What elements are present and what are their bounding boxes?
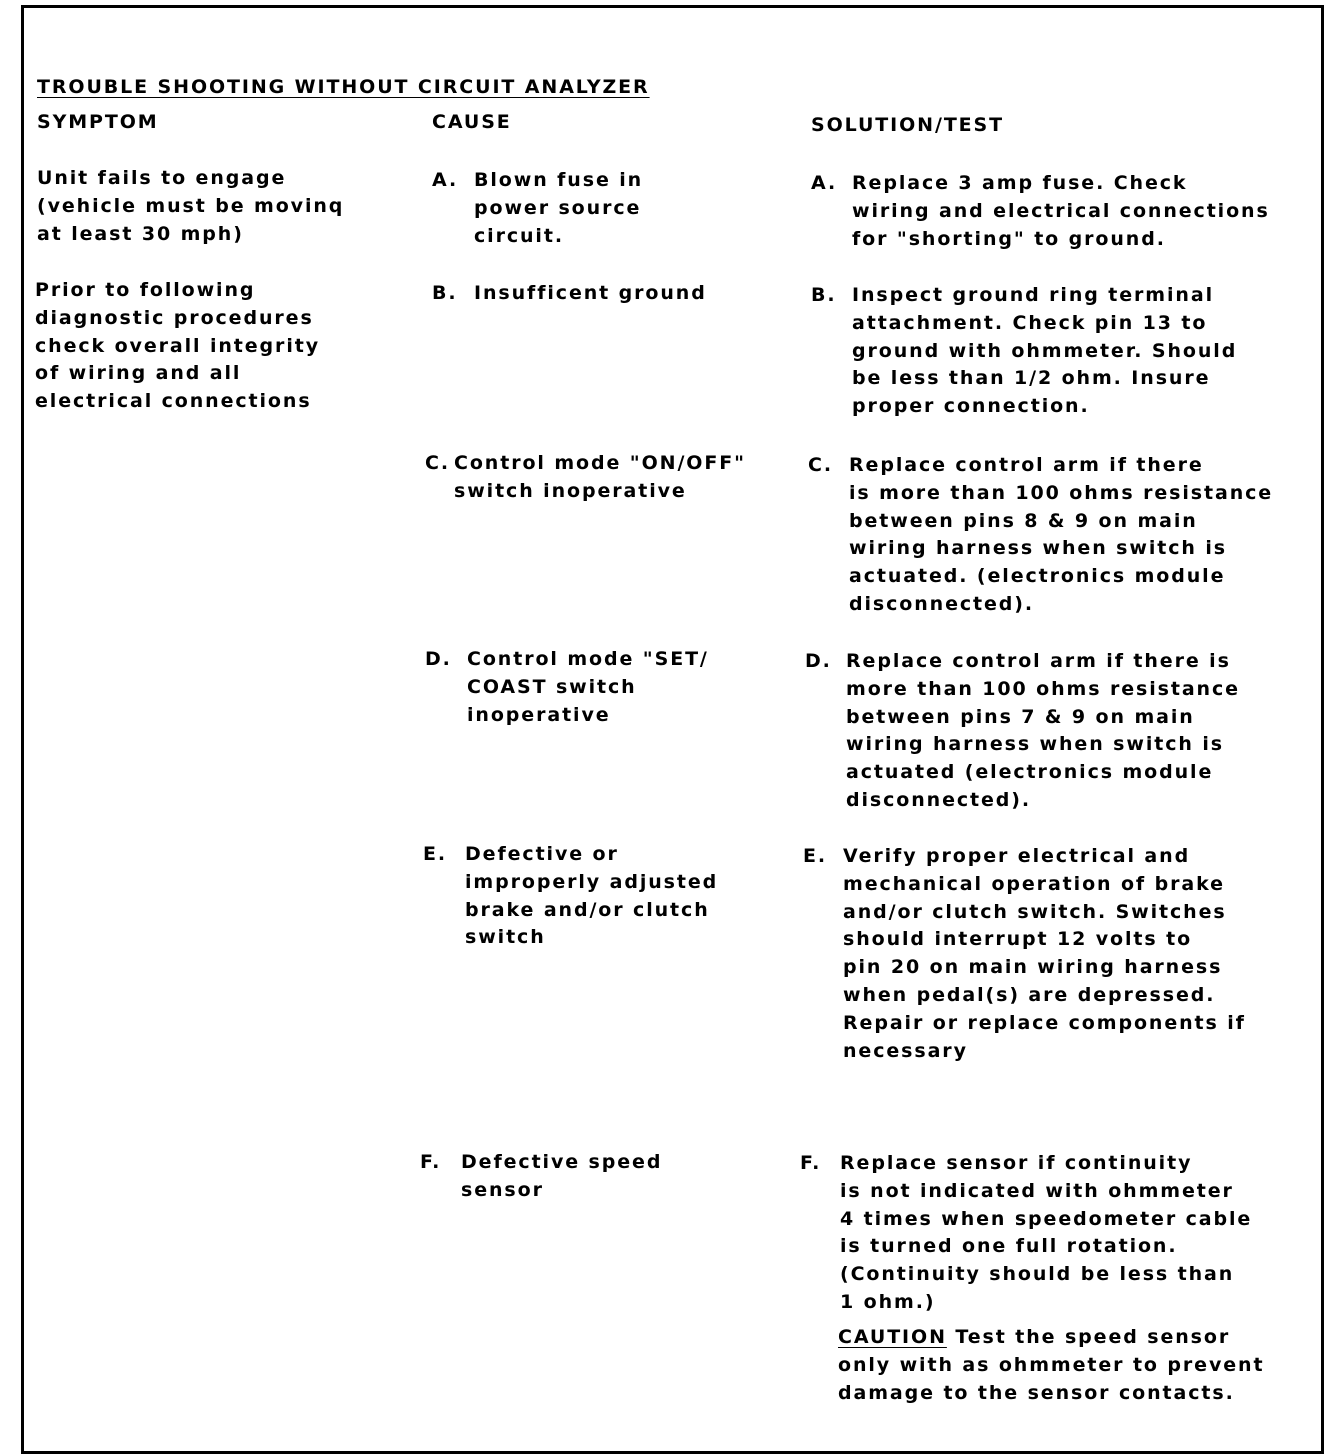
cause-text: Blown fuse in power source circuit.: [474, 169, 644, 247]
cause-text: Defective speed sensor: [461, 1151, 663, 1201]
solution-label: B.: [811, 284, 837, 306]
solution-text: Replace 3 amp fuse. Check wiring and electrical connections for "shorting" to ground.: [852, 172, 1270, 250]
solution-label: A.: [811, 172, 838, 194]
cause-text: Defective or improperly adjusted brake and/or clutch switch: [465, 843, 719, 949]
cause-label: F.: [420, 1151, 442, 1173]
cause-text: [454, 450, 746, 506]
cause-text: Control mode "SET/ COAST switch inoperative: [467, 648, 709, 726]
cause-header: CAUSE: [432, 111, 512, 133]
solution-text: Replace control arm if there is more than 100 ohms resistance between pins 7 & 9 on main wiring harness when switch is actuated (electronics module disconnected).: [846, 650, 1240, 811]
solution-label: F.: [800, 1152, 822, 1174]
solution-text: Replace control arm if there is more than 100 ohms resistance between pins 8 & 9 on main wiring harness when switch is actuated. (electronics module disconnected).: [849, 454, 1274, 615]
cause-label: A.: [432, 169, 459, 191]
solution-text: Replace sensor if continuity is not indicated with ohmmeter 4 times when speedometer cable is turned one full rotation. (Continuity should be less than 1 ohm.): [840, 1152, 1253, 1313]
solution-label: E.: [803, 845, 827, 867]
caution-label: CAUTION: [838, 1326, 947, 1348]
solution-header: SOLUTION/TEST: [811, 114, 1005, 136]
solution-label: C.: [808, 454, 833, 476]
cause-text-body: Control mode "ON/OFF" switch inoperative: [454, 452, 746, 502]
solution-text: Verify proper electrical and mechanical operation of brake and/or clutch switch. Switches should interrupt 12 volts to pin 20 on main wiring harness when pedal(s) are depressed. Repair or replace components if necessary: [843, 845, 1246, 1062]
caution-text: Test the speed sensor only with as ohmmeter to prevent damage to the sensor contacts.: [838, 1326, 1265, 1404]
cause-label: C.: [425, 452, 450, 474]
cause-label: B.: [432, 282, 458, 304]
solution-label: D.: [805, 650, 832, 672]
cause-label: E.: [423, 843, 447, 865]
symptom-note: Prior to following diagnostic procedures check overall integrity of wiring and all electrical connections: [35, 279, 321, 413]
solution-text: Inspect ground ring terminal attachment. Check pin 13 to ground with ohmmeter. Should be less than 1/2 ohm. Insure proper connection.: [852, 284, 1238, 418]
document-title: TROUBLE SHOOTING WITHOUT CIRCUIT ANALYZER: [37, 76, 650, 98]
cause-label: D.: [425, 648, 452, 670]
symptom-text: Unit fails to engage (vehicle must be movinq at least 30 mph): [37, 167, 345, 245]
cause-text: Insufficent ground: [474, 282, 707, 304]
caution-note: [838, 1324, 1264, 1407]
symptom-header: SYMPTOM: [37, 111, 159, 133]
